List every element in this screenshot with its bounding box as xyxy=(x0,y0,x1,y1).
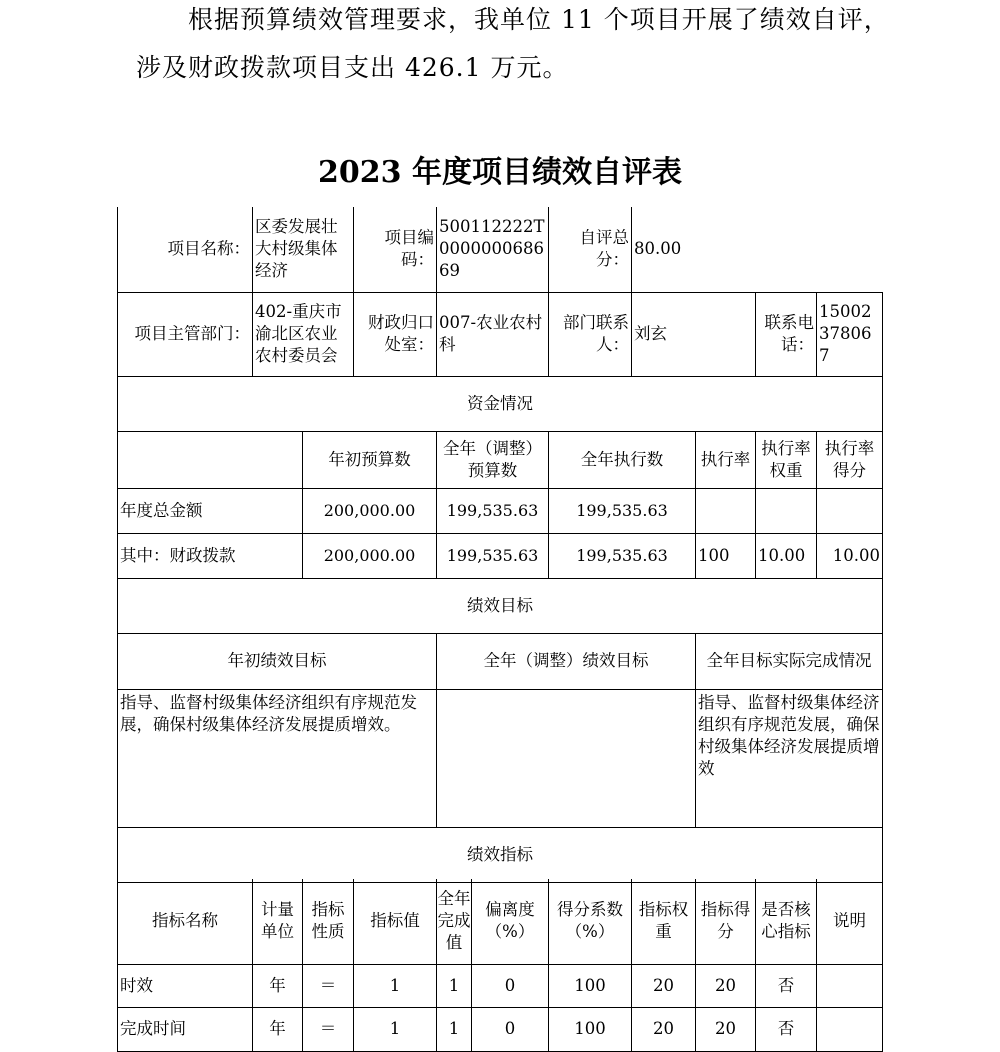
table-row: 年度总金额 200,000.00 199,535.63 199,535.63 xyxy=(118,488,883,533)
indicators-table xyxy=(117,879,883,1052)
goal-adjusted-text xyxy=(437,689,696,827)
project-code-label: 项目编码： xyxy=(354,207,437,292)
intro-line-2: 涉及财政拨款项目支出 426.1 万元。 xyxy=(136,53,569,82)
table-row: 其中：财政拨款 200,000.00 199,535.63 199,535.63 100 10.00 10.00 xyxy=(118,533,883,578)
project-name-label: 项目名称： xyxy=(118,207,253,292)
goal-initial-text: 指导、监督村级集体经济组织有序规范发展，确保村级集体经济发展提质增效。 xyxy=(118,689,437,827)
ind-header-dev: 偏离度（%） xyxy=(472,879,549,964)
intro-line-1: 根据预算绩效管理要求，我单位 11 个项目开展了绩效自评， xyxy=(188,5,890,34)
goals-header-adjusted: 全年（调整）绩效目标 xyxy=(437,633,696,689)
table-title: 2023 年度项目绩效自评表 xyxy=(318,155,682,190)
ind-header-core: 是否核心指标 xyxy=(756,879,817,964)
goals-header-actual: 全年目标实际完成情况 xyxy=(696,633,883,689)
funds-row-label: 其中：财政拨款 xyxy=(118,533,303,578)
phone-value: 15002378067 xyxy=(817,292,883,376)
phone-label: 联系电话： xyxy=(756,292,817,376)
goal-actual-text: 指导、监督村级集体经济组织有序规范发展，确保村级集体经济发展提质增效 xyxy=(696,689,883,827)
goals-section-title: 绩效目标 xyxy=(118,578,883,633)
ind-header-nature: 指标性质 xyxy=(303,879,354,964)
dept-value: 402-重庆市渝北区农业农村委员会 xyxy=(253,292,354,376)
header-adjusted-budget: 全年（调整）预算数 xyxy=(437,431,549,488)
ind-header-name: 指标名称 xyxy=(118,879,253,964)
header-executed: 全年执行数 xyxy=(549,431,696,488)
contact-label: 部门联系人： xyxy=(549,292,632,376)
goals-header-initial: 年初绩效目标 xyxy=(118,633,437,689)
project-code: 500112222T000000068669 xyxy=(437,207,549,292)
contact-value: 刘玄 xyxy=(632,292,756,376)
header-initial-budget: 年初预算数 xyxy=(303,431,437,488)
header-exec-weight: 执行率权重 xyxy=(756,431,817,488)
funds-section-title: 资金情况 xyxy=(118,376,883,431)
ind-header-coef: 得分系数（%） xyxy=(549,879,632,964)
dept-label: 项目主管部门： xyxy=(118,292,253,376)
total-score: 80.00 xyxy=(632,207,883,292)
ind-header-value: 指标值 xyxy=(354,879,437,964)
ind-header-unit: 计量单位 xyxy=(253,879,303,964)
header-exec-rate: 执行率 xyxy=(696,431,756,488)
ind-header-note: 说明 xyxy=(817,879,883,964)
ind-header-done: 全年完成值 xyxy=(437,879,472,964)
ind-header-weight: 指标权重 xyxy=(632,879,696,964)
office-label: 财政归口处室： xyxy=(354,292,437,376)
office-value: 007-农业农村科 xyxy=(437,292,549,376)
performance-table xyxy=(117,207,883,883)
project-name: 区委发展壮大村级集体经济 xyxy=(253,207,354,292)
funds-row-label: 年度总金额 xyxy=(118,488,303,533)
table-row: 完成时间 年 ＝ 1 1 0 100 20 20 否 xyxy=(118,1007,883,1051)
indicators-section-title: 绩效指标 xyxy=(118,827,883,882)
score-label: 自评总分： xyxy=(549,207,632,292)
ind-header-score: 指标得分 xyxy=(696,879,756,964)
table-row: 时效 年 ＝ 1 1 0 100 20 20 否 xyxy=(118,964,883,1007)
header-exec-score: 执行率得分 xyxy=(817,431,883,488)
